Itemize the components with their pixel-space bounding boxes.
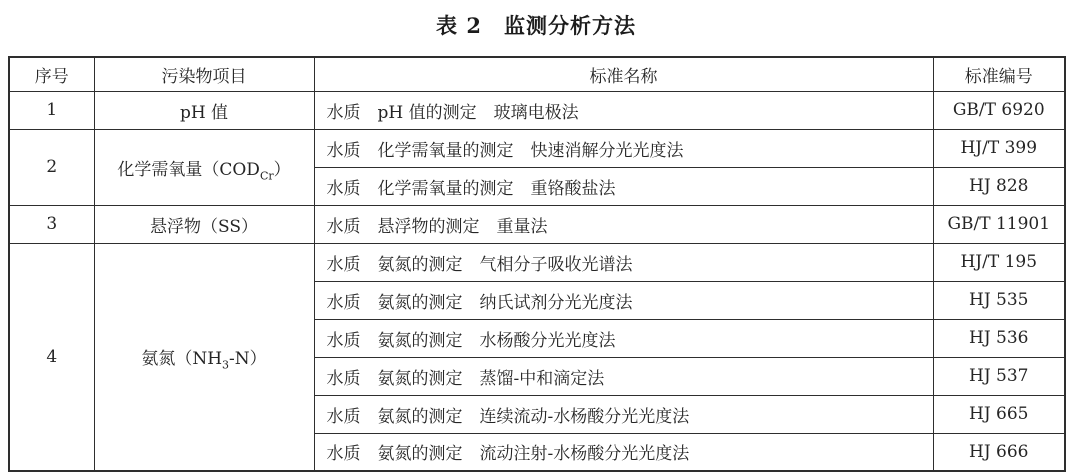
- code-cell: GB/T 6920: [933, 91, 1065, 129]
- code-cell: HJ/T 195: [933, 243, 1065, 281]
- table-title: 表 2 监测分析方法: [436, 13, 636, 38]
- pollutant-cell: [94, 243, 314, 471]
- seq-cell: 1: [9, 91, 94, 129]
- code-cell: GB/T 11901: [933, 205, 1065, 243]
- method-cell: 水质 悬浮物的测定 重量法: [314, 205, 933, 243]
- code-cell: HJ 665: [933, 395, 1065, 433]
- pollutant-text-post: ）: [273, 159, 291, 180]
- seq-cell: 2: [9, 129, 94, 205]
- table-row-ss: [9, 205, 1065, 243]
- monitoring-methods-table: [8, 56, 1066, 472]
- method-cell: 水质 氨氮的测定 水杨酸分光光度法: [314, 319, 933, 357]
- header-row: [9, 57, 1065, 91]
- header-standard-code: 标准编号: [933, 57, 1065, 91]
- pollutant-cell: [94, 205, 314, 243]
- method-cell: 水质 化学需氧量的测定 重铬酸盐法: [314, 167, 933, 205]
- method-cell: 水质 氨氮的测定 连续流动-水杨酸分光光度法: [314, 395, 933, 433]
- code-cell: HJ 666: [933, 433, 1065, 471]
- table-row-ph: [9, 91, 1065, 129]
- pollutant-text: 氨氮（NH: [141, 349, 223, 370]
- pollutant-text: pH 值: [179, 102, 229, 123]
- code-cell: HJ 828: [933, 167, 1065, 205]
- header-seq: 序号: [9, 57, 94, 91]
- method-cell: 水质 氨氮的测定 气相分子吸收光谱法: [314, 243, 933, 281]
- code-cell: HJ/T 399: [933, 129, 1065, 167]
- pollutant-text: 化学需氧量（COD: [117, 159, 260, 180]
- pollutant-cell: [94, 91, 314, 129]
- table-row-cod-1: [9, 129, 1065, 167]
- code-cell: HJ 537: [933, 357, 1065, 395]
- header-pollutant: 污染物项目: [94, 57, 314, 91]
- table-row-nh3-1: [9, 243, 1065, 281]
- pollutant-text-post: -N）: [229, 349, 267, 370]
- method-cell: 水质 氨氮的测定 纳氏试剂分光光度法: [314, 281, 933, 319]
- pollutant-text: 悬浮物（SS）: [150, 216, 258, 237]
- pollutant-cell: [94, 129, 314, 205]
- method-cell: 水质 氨氮的测定 流动注射-水杨酸分光光度法: [314, 433, 933, 471]
- code-cell: HJ 535: [933, 281, 1065, 319]
- code-cell: HJ 536: [933, 319, 1065, 357]
- seq-cell: 4: [9, 243, 94, 471]
- method-cell: 水质 pH 值的测定 玻璃电极法: [314, 91, 933, 129]
- method-cell: 水质 化学需氧量的测定 快速消解分光光度法: [314, 129, 933, 167]
- pollutant-subscript: 3: [222, 358, 230, 372]
- header-standard-name: 标准名称: [314, 57, 933, 91]
- pollutant-subscript: Cr: [259, 168, 274, 182]
- seq-cell: 3: [9, 205, 94, 243]
- method-cell: 水质 氨氮的测定 蒸馏-中和滴定法: [314, 357, 933, 395]
